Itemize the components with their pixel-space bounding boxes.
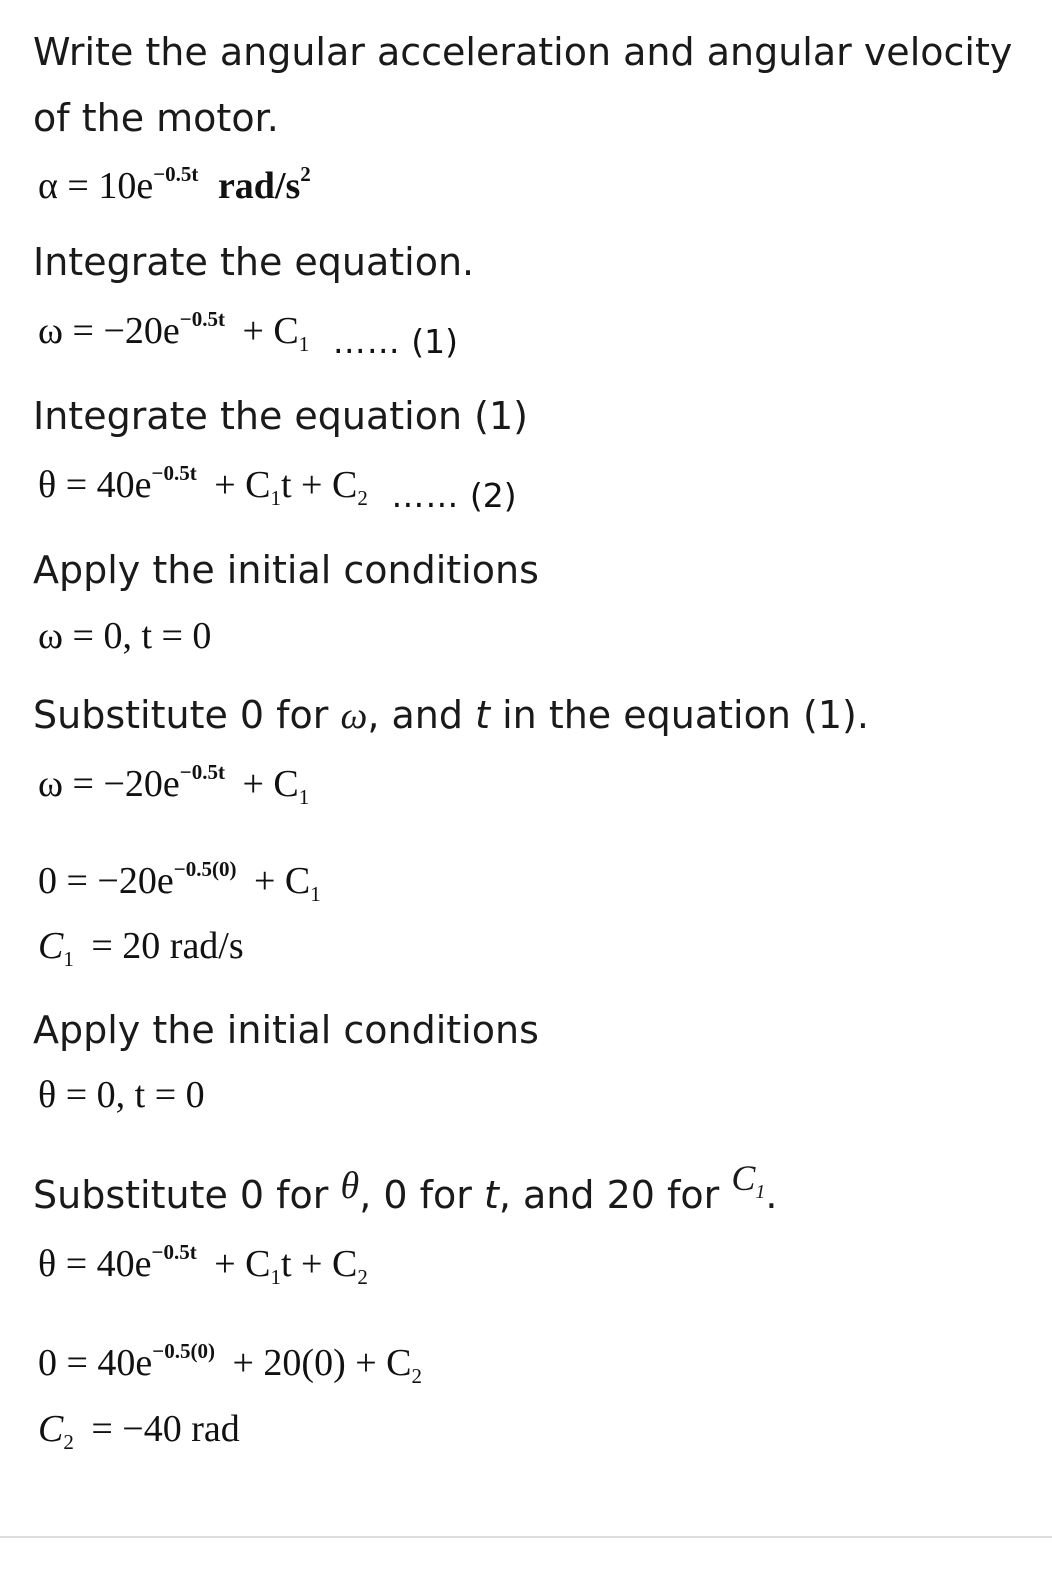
c2-result: $C_2 = -40$ rad: [38, 1408, 240, 1454]
integrate-step-2: Integrate the equation (1): [33, 394, 528, 438]
integrate-step-1: Integrate the equation.: [33, 240, 475, 284]
c1-result: $C_1 = 20$ rad/s: [38, 925, 244, 971]
theta-equation-2: $\theta = 40e^{-0.5t} + C_1t + C_2$: [38, 1240, 368, 1289]
apply-ic-step-2: Apply the initial conditions: [33, 1008, 539, 1052]
substitute-step-1: Substitute 0 for ω, and t in the equation (1).: [33, 693, 869, 737]
theta-equation-1: $\theta = 40e^{-0.5t} + C_1t + C_2$ …… (2): [38, 461, 517, 515]
bottom-divider: [0, 1536, 1052, 1538]
initial-conditions-2: θ = 0, t = 0: [38, 1074, 205, 1116]
substitute-step-2: Substitute 0 for θ, 0 for t, and 20 for $C_1$.: [33, 1158, 778, 1217]
initial-conditions-1: ω = 0, t = 0: [38, 615, 212, 657]
omega-equation-1: $\omega = -20e^{-0.5t} + C_1$ …… (1): [38, 307, 458, 361]
zero-equation-1: $0 = -20e^{-0.5(0)} + C_1$: [38, 857, 321, 906]
zero-equation-2: $0 = 40e^{-0.5(0)} + 20(0) + C_2$: [38, 1339, 423, 1388]
alpha-equation: $\alpha = 10e^{-0.5t}$ rad/$s^2$: [38, 162, 311, 207]
apply-ic-step-1: Apply the initial conditions: [33, 548, 539, 592]
intro-line-1: Write the angular acceleration and angular velocity: [33, 30, 1013, 74]
omega-equation-2: $\omega = -20e^{-0.5t} + C_1$: [38, 760, 310, 809]
intro-line-2: of the motor.: [33, 96, 279, 140]
